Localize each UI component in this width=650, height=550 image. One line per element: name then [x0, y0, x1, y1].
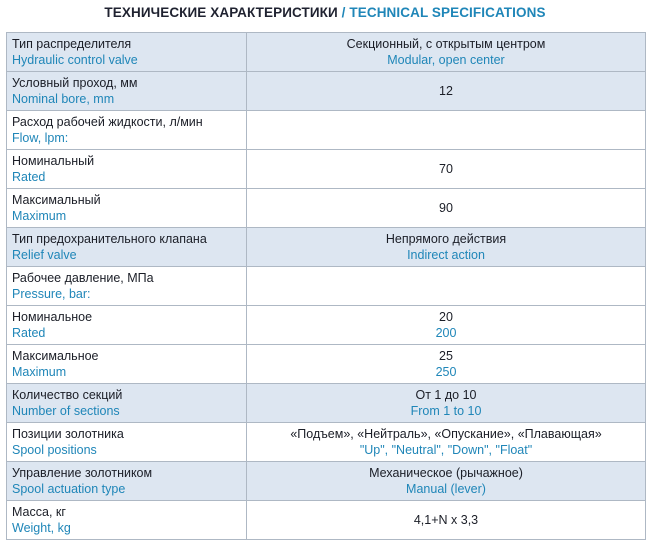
row-value — [247, 111, 646, 150]
label-en: Relief valve — [12, 248, 77, 262]
value-ru: 4,1+N x 3,3 — [413, 513, 479, 527]
row-value — [247, 306, 646, 345]
table-row — [7, 306, 646, 345]
value-en: Modular, open center — [387, 53, 505, 67]
value-ru: Непрямого действия — [385, 232, 507, 246]
value-en: Indirect action — [407, 248, 485, 262]
row-label — [7, 423, 247, 462]
value-ru: 25 — [439, 349, 453, 363]
table-row — [7, 501, 646, 540]
label-ru: Условный проход, мм — [12, 76, 138, 90]
value-en: "Up", "Neutral", "Down", "Float" — [359, 443, 533, 457]
row-value — [247, 72, 646, 111]
label-en: Rated — [12, 326, 46, 340]
row-label — [7, 384, 247, 423]
row-value — [247, 150, 646, 189]
row-label — [7, 111, 247, 150]
row-label — [7, 345, 247, 384]
value-ru: «Подъем», «Нейтраль», «Опускание», «Плавающая» — [290, 427, 602, 441]
title-ru: ТЕХНИЧЕСКИЕ ХАРАКТЕРИСТИКИ — [104, 5, 338, 20]
value-en: 200 — [435, 326, 457, 340]
row-value — [247, 267, 646, 306]
row-value — [247, 501, 646, 540]
table-row — [7, 189, 646, 228]
value-ru: 12 — [439, 84, 453, 98]
label-en: Flow, lpm: — [12, 131, 69, 145]
label-en: Nominal bore, mm — [12, 92, 115, 106]
label-en: Rated — [12, 170, 46, 184]
table-row — [7, 72, 646, 111]
row-label — [7, 306, 247, 345]
row-label — [7, 462, 247, 501]
label-en: Weight, kg — [12, 521, 71, 535]
label-ru: Максимальный — [12, 193, 101, 207]
value-ru: Механическое (рычажное) — [369, 466, 523, 480]
table-row — [7, 150, 646, 189]
value-ru: 20 — [439, 310, 453, 324]
label-ru: Номинальное — [12, 310, 93, 324]
label-ru: Рабочее давление, МПа — [12, 271, 154, 285]
row-value — [247, 33, 646, 72]
row-value — [247, 189, 646, 228]
table-row — [7, 384, 646, 423]
label-en: Maximum — [12, 365, 67, 379]
row-value — [247, 228, 646, 267]
table-row — [7, 111, 646, 150]
specifications-table — [6, 32, 646, 540]
row-label — [7, 189, 247, 228]
row-value — [247, 462, 646, 501]
label-en: Maximum — [12, 209, 67, 223]
label-en: Number of sections — [12, 404, 120, 418]
value-ru: От 1 до 10 — [415, 388, 477, 402]
table-row — [7, 33, 646, 72]
label-ru: Управление золотником — [12, 466, 153, 480]
label-en: Spool actuation type — [12, 482, 126, 496]
table-row — [7, 462, 646, 501]
row-label — [7, 150, 247, 189]
label-en: Pressure, bar: — [12, 287, 91, 301]
row-value — [247, 345, 646, 384]
value-en: 250 — [435, 365, 457, 379]
label-ru: Тип распределителя — [12, 37, 132, 51]
label-ru: Тип предохранительного клапана — [12, 232, 207, 246]
row-label — [7, 228, 247, 267]
label-ru: Номинальный — [12, 154, 95, 168]
label-ru: Масса, кг — [12, 505, 66, 519]
table-row — [7, 423, 646, 462]
value-ru: Секционный, с открытым центром — [346, 37, 546, 51]
row-value — [247, 423, 646, 462]
title-separator: / — [337, 5, 350, 20]
label-ru: Расход рабочей жидкости, л/мин — [12, 115, 203, 129]
page-title — [0, 5, 650, 20]
label-en: Spool positions — [12, 443, 97, 457]
label-ru: Позиции золотника — [12, 427, 124, 441]
table-row — [7, 345, 646, 384]
row-label — [7, 501, 247, 540]
label-ru: Максимальное — [12, 349, 99, 363]
row-label — [7, 267, 247, 306]
title-en: TECHNICAL SPECIFICATIONS — [349, 5, 546, 20]
label-ru: Количество секций — [12, 388, 123, 402]
value-en: Manual (lever) — [406, 482, 486, 496]
label-en: Hydraulic control valve — [12, 53, 138, 67]
row-label — [7, 72, 247, 111]
value-ru: 70 — [439, 162, 453, 176]
row-label — [7, 33, 247, 72]
table-row — [7, 228, 646, 267]
table-row — [7, 267, 646, 306]
value-en: From 1 to 10 — [410, 404, 482, 418]
row-value — [247, 384, 646, 423]
value-ru: 90 — [439, 201, 453, 215]
